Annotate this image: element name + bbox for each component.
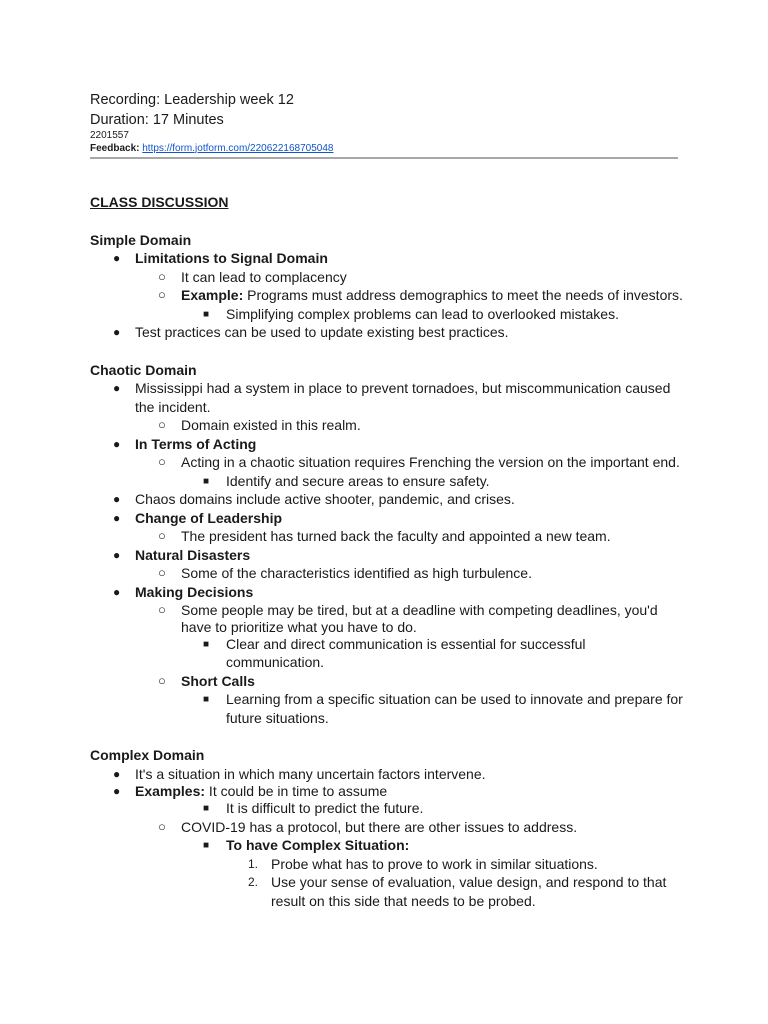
bullet-circle-icon: ○ [158, 268, 166, 284]
list-item: ○ COVID-19 has a protocol, but there are other issues to address. [158, 818, 578, 835]
list-item: ○ Short Calls [158, 672, 255, 689]
bullet-circle-icon: ○ [158, 287, 166, 302]
notes-body [90, 193, 690, 910]
list-item: ○ Some people may be tired, but at a deadline with competing deadlines, you'd [158, 602, 658, 618]
bullet-circle-icon: ○ [158, 565, 166, 580]
list-item: ■ Clear and direct communication is essential for successful [90, 635, 690, 654]
chaotic-domain-heading: Chaotic Domain [90, 361, 197, 378]
list-item-continuation: have to prioritize what you have to do. [181, 618, 417, 635]
bullet-circle-icon: ○ [158, 818, 166, 834]
numbered-item-continuation: result on this side that needs to be probed. [271, 892, 536, 909]
bullet-circle-icon: ○ [158, 454, 166, 469]
list-item: ● Natural Disasters [113, 546, 251, 563]
bullet-disc-icon: ● [113, 325, 121, 339]
list-item-continuation: the incident. [135, 398, 211, 415]
numbered-item: 1. Probe what has to prove to work in similar situations. [248, 855, 598, 872]
class-discussion-heading: CLASS DISCUSSION [90, 194, 229, 210]
list-item: ■ Learning from a specific situation can be used to innovate and prepare for [90, 690, 690, 709]
bullet-square-icon: ■ [203, 638, 210, 650]
bullet-disc-icon: ● [113, 766, 121, 781]
list-item-continuation: future situations. [226, 709, 329, 726]
list-item: ● Limitations to Signal Domain [113, 250, 328, 266]
list-item: ○ Acting in a chaotic situation requires Frenching the version on the important end. [158, 454, 680, 470]
list-item: ○ Example: Programs must address demographics to meet the needs of investors. [158, 287, 683, 303]
bullet-disc-icon: ● [113, 784, 121, 798]
recording-title: Recording: Leadership week 12 [90, 92, 294, 108]
bullet-square-icon: ■ [203, 308, 210, 320]
complex-domain-heading: Complex Domain [90, 747, 205, 763]
list-item: ■ Simplifying complex problems can lead to overlooked mistakes. [90, 305, 690, 324]
list-item: ● It's a situation in which many uncertain factors intervene. [113, 765, 486, 782]
list-item: ● Mississippi had a system in place to prevent tornadoes, but miscommunication caused [113, 380, 671, 396]
bullet-disc-icon: ● [113, 584, 121, 599]
bullet-disc-icon: ● [113, 547, 121, 562]
list-item: ■ It is difficult to predict the future. [90, 799, 690, 818]
recording-id: 2201557 [90, 130, 129, 141]
bullet-disc-icon: ● [113, 436, 121, 451]
bullet-disc-icon: ● [113, 381, 121, 395]
feedback-link[interactable]: https://form.jotform.com/220622168705048 [142, 142, 334, 154]
list-item: ○ It can lead to complacency [158, 268, 347, 285]
bullet-circle-icon: ○ [158, 672, 166, 688]
feedback-label: Feedback: [90, 142, 140, 154]
list-item: ■ Identify and secure areas to ensure safety. [90, 472, 690, 491]
list-item: ■ To have Complex Situation: [90, 836, 690, 855]
bullet-circle-icon: ○ [158, 602, 166, 617]
list-item: ○ The president has turned back the faculty and appointed a new team. [158, 528, 611, 544]
simple-domain-heading: Simple Domain [90, 231, 192, 248]
bullet-circle-icon: ○ [158, 417, 166, 432]
bullet-square-icon: ■ [203, 840, 210, 851]
list-item: ● Chaos domains include active shooter, pandemic, and crises. [113, 491, 515, 507]
list-item: ● Change of Leadership [113, 509, 283, 526]
bullet-disc-icon: ● [113, 492, 121, 506]
list-item: ● Examples: It could be in time to assume [113, 783, 388, 799]
recording-header [90, 91, 678, 155]
list-item: ● Test practices can be used to update existing best practices. [113, 324, 509, 340]
list-item: ○ Some of the characteristics identified as high turbulence. [158, 565, 532, 581]
feedback-line [90, 143, 678, 156]
bullet-disc-icon: ● [113, 251, 121, 265]
list-item: ○ Domain existed in this realm. [158, 417, 361, 433]
list-item-continuation: communication. [226, 654, 325, 670]
bullet-square-icon: ■ [203, 803, 210, 814]
bullet-square-icon: ■ [203, 694, 210, 705]
bullet-square-icon: ■ [203, 475, 210, 487]
header-divider [90, 157, 678, 159]
list-item: ● In Terms of Acting [113, 435, 257, 452]
bullet-circle-icon: ○ [158, 528, 166, 543]
numbered-item: 2. Use your sense of evaluation, value design, and respond to that [248, 874, 667, 890]
list-item: ● Making Decisions [113, 583, 254, 600]
number-marker: 1. [248, 856, 259, 871]
recording-duration: Duration: 17 Minutes [90, 111, 224, 128]
bullet-disc-icon: ● [113, 510, 121, 525]
number-marker: 2. [248, 875, 259, 889]
